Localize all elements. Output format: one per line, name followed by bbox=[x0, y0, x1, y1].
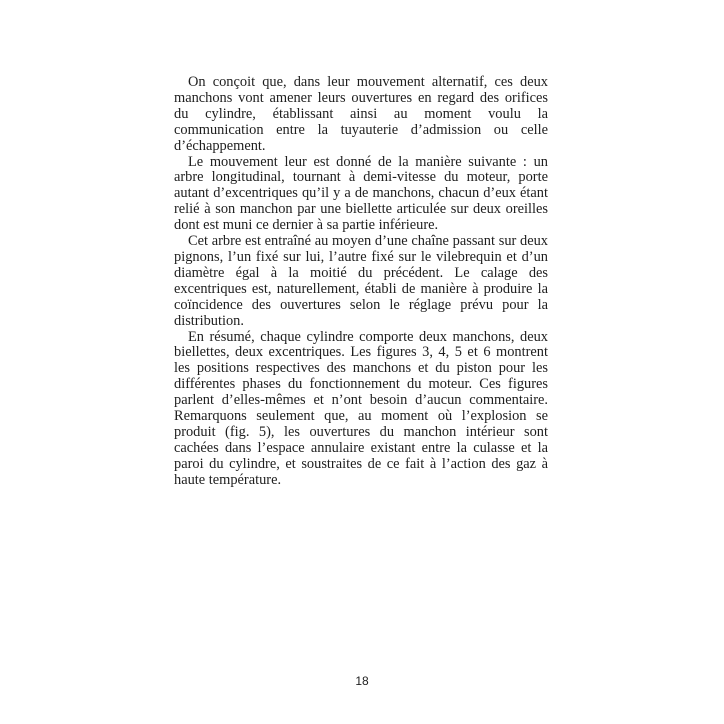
body-text bbox=[174, 75, 548, 489]
paragraph: On conçoit que, dans leur mouvement alternatif, ces deux manchons vont amener leurs ouvertures en regard des orifices du cylindre, établissant ainsi au moment voulu la communication entre la tuyauterie d’admission ou celle d’échappement. bbox=[174, 74, 548, 154]
paragraph: Le mouvement leur est donné de la manière suivante : un arbre longitudinal, tournant à demi-vitesse du moteur, porte autant d’excentriques qu’il y a de manchons, chacun d’eux étant relié à son manchon par une biellette articulée sur deux oreilles dont est muni ce dernier à sa partie inférieure. bbox=[174, 153, 548, 234]
paragraph: Cet arbre est entraîné au moyen d’une chaîne passant sur deux pignons, l’un fixé sur lui, l’autre fixé sur le vilebrequin et d’un diamètre égal à la moitié du précédent. Le calage des excentriques est, naturellement, établi de manière à produire la coïncidence des ouvertures selon le réglage prévu pour la distribution. bbox=[174, 233, 548, 329]
paragraph: En résumé, chaque cylindre comporte deux manchons, deux biellettes, deux excentriques. Les figures 3, 4, 5 et 6 montrent les positions respectives des manchons et du piston pour les différentes phases du fonctionnement du moteur. Ces figures parlent d’elles-mêmes et n’ont besoin d’aucun commentaire. Remarquons seulement que, au moment où l’explosion se produit (fig. 5), les ouvertures du manchon intérieur sont cachées dans l’espace annulaire existant entre la culasse et la paroi du cylindre, et soustraites de ce fait à l’action des gaz à haute température. bbox=[174, 328, 548, 488]
page-number: 18 bbox=[355, 674, 369, 688]
